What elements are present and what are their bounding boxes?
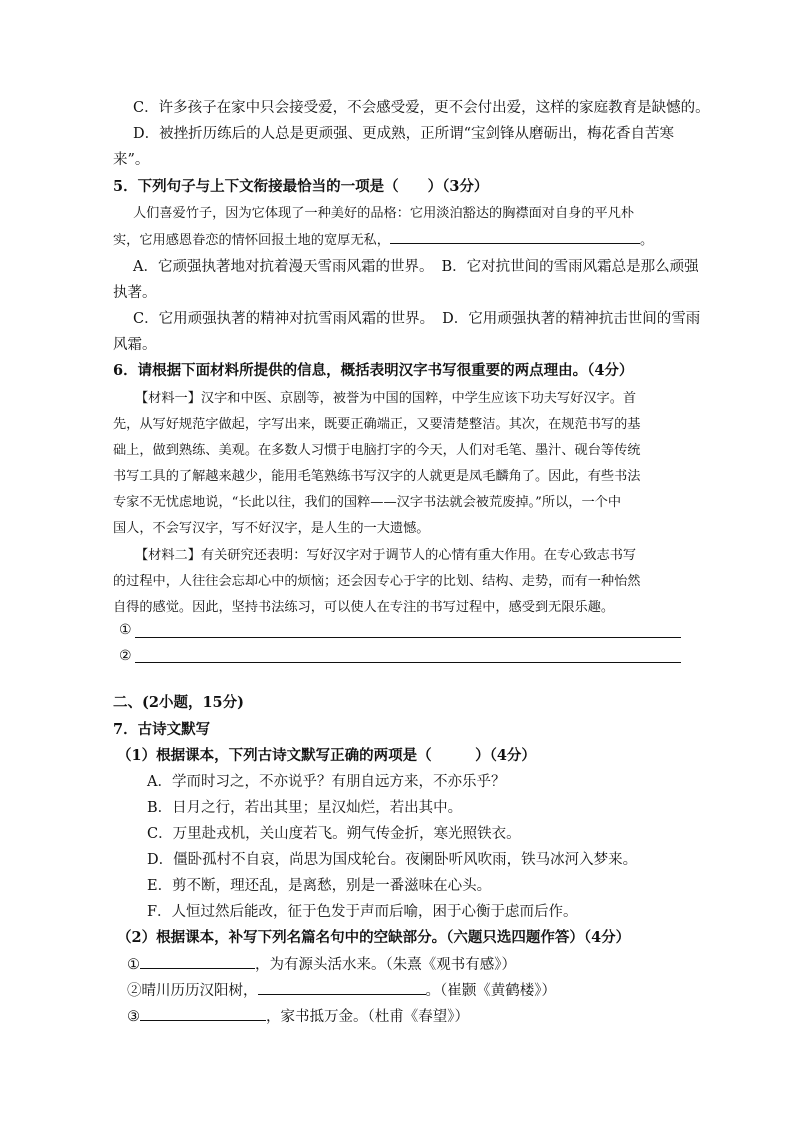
q7-fill1	[127, 954, 516, 975]
q5-passage-end: 。	[639, 233, 654, 248]
q5-option-b-line2: 执著。	[113, 285, 157, 301]
q7-option-b: B．日月之行，若出其里；星汉灿烂，若出其中。	[147, 800, 463, 816]
q6-answer1-marker: ①	[119, 622, 132, 638]
q5-option-ab	[133, 257, 699, 277]
q6-answer1-line[interactable]	[135, 637, 681, 638]
q7-sub1-title: （1）根据课本，下列古诗文默写正确的两项是（ ）（4分）	[117, 747, 536, 764]
q7-fill1-marker: ①	[127, 957, 140, 973]
q4-option-c: C．许多孩子在家中只会接受爱，不会感受爱，更不会付出爱，这样的家庭教育是缺憾的。	[133, 100, 710, 116]
q5-option-c: C．它用顽强执著的精神对抗雪雨风霜的世界。	[133, 311, 435, 327]
q7-option-f: F．人恒过然后能改，征于色发于声而后喻，困于心衡于虑而后作。	[147, 904, 578, 920]
q6-material1-line4: 书写工具的了解越来越少，能用毛笔熟练书写汉字的人就更是凤毛麟角了。因此，有些书法	[113, 469, 641, 484]
q7-sub2-title: （2）根据课本，补写下列名篇名句中的空缺部分。（六题只选四题作答）（4分）	[117, 929, 631, 946]
q6-material2-line3: 自得的感觉。因此，坚持书法练习，可以使人在专注的书写过程中，感受到无限乐趣。	[113, 600, 615, 615]
q7-option-d: D．僵卧孤村不自哀，尚思为国戍轮台。夜阑卧听风吹雨，铁马冰河入梦来。	[147, 852, 638, 868]
q7-fill2	[127, 980, 556, 1001]
section2-heading: 二、(2小题，15分)	[113, 694, 244, 711]
q6-material1-line3: 础上，做到熟练、美观。在多数人习惯于电脑打字的今天，人们对毛笔、墨汁、砚台等传统	[113, 443, 641, 458]
q6-material2-line1: 【材料二】有关研究还表明：写好汉字对于调节人的心情有重大作用。在专心致志书写	[135, 548, 637, 563]
q5-option-cd	[133, 309, 700, 329]
q5-option-a: A．它顽强执著地对抗着漫天雪雨风霜的世界。	[133, 259, 434, 275]
q5-title: 5．下列句子与上下文衔接最恰当的一项是（ ）（3分）	[113, 178, 489, 195]
q7-fill1-text: ，为有源头活水来。（朱熹《观书有感》）	[255, 957, 516, 973]
q6-answer2-line[interactable]	[135, 662, 681, 663]
q6-material1-line5: 专家不无忧虑地说，“长此以往，我们的国粹——汉字书法就会被荒废掉。”所以，一个中	[113, 495, 622, 510]
q6-material2-line2: 的过程中，人往往会忘却心中的烦恼；还会因专心于字的比划、结构、走势，而有一种怡然	[113, 574, 641, 589]
q5-passage-line1: 人们喜爱竹子，因为它体现了一种美好的品格：它用淡泊豁达的胸襟面对自身的平凡朴	[133, 206, 635, 221]
q5-passage-text: 实，它用感恩眷恋的情怀回报土地的宽厚无私，	[113, 233, 390, 248]
q6-material1-line2: 先，从写好规范字做起，字写出来，既要正确端正，又要清楚整洁。其次，在规范书写的基	[113, 417, 641, 432]
q6-material1-line6: 国人，不会写汉字，写不好汉字，是人生的一大遗憾。	[113, 521, 430, 536]
q7-fill2-text-pre: ②晴川历历汉阳树，	[127, 983, 258, 999]
q7-option-e: E．剪不断，理还乱，是离愁，别是一番滋味在心头。	[147, 878, 492, 894]
q7-fill3-blank[interactable]	[140, 1006, 266, 1021]
q7-fill2-blank[interactable]	[258, 980, 426, 995]
q4-option-d-line2: 来”。	[113, 152, 150, 168]
q6-title: 6．请根据下面材料所提供的信息，概括表明汉字书写很重要的两点理由。（4分）	[113, 362, 634, 379]
q7-option-c: C．万里赴戎机，关山度若飞。朔气传金折，寒光照铁衣。	[147, 826, 521, 842]
q7-fill3-text: ，家书抵万金。（杜甫《春望》）	[266, 1009, 469, 1025]
q6-answer2-marker: ②	[119, 648, 132, 664]
q6-material1-line1: 【材料一】汉字和中医、京剧等，被誉为中国的国粹，中学生应该下功夫写好汉字。首	[135, 391, 637, 406]
q7-fill2-text-post: 。（崔颢《黄鹤楼》）	[425, 983, 556, 999]
q7-fill3-marker: ③	[127, 1009, 140, 1025]
q5-option-b-line1: B．它对抗世间的雪雨风霜总是那么顽强	[441, 259, 699, 275]
q5-passage-line2	[113, 229, 653, 251]
q7-title: 7．古诗文默写	[113, 721, 211, 738]
q7-fill3	[127, 1006, 469, 1027]
q5-option-d-line2: 风霜。	[113, 337, 157, 353]
q7-fill1-blank[interactable]	[140, 954, 255, 969]
q5-answer-blank[interactable]	[390, 229, 640, 244]
q5-option-d-line1: D．它用顽强执著的精神抗击世间的雪雨	[442, 311, 701, 327]
q7-option-a: A．学而时习之，不亦说乎？有朋自远方来，不亦乐乎？	[147, 774, 506, 790]
q4-option-d-line1: D．被挫折历练后的人总是更顽强、更成熟，正所谓“宝剑锋从磨砺出，梅花香自苦寒	[133, 126, 675, 142]
